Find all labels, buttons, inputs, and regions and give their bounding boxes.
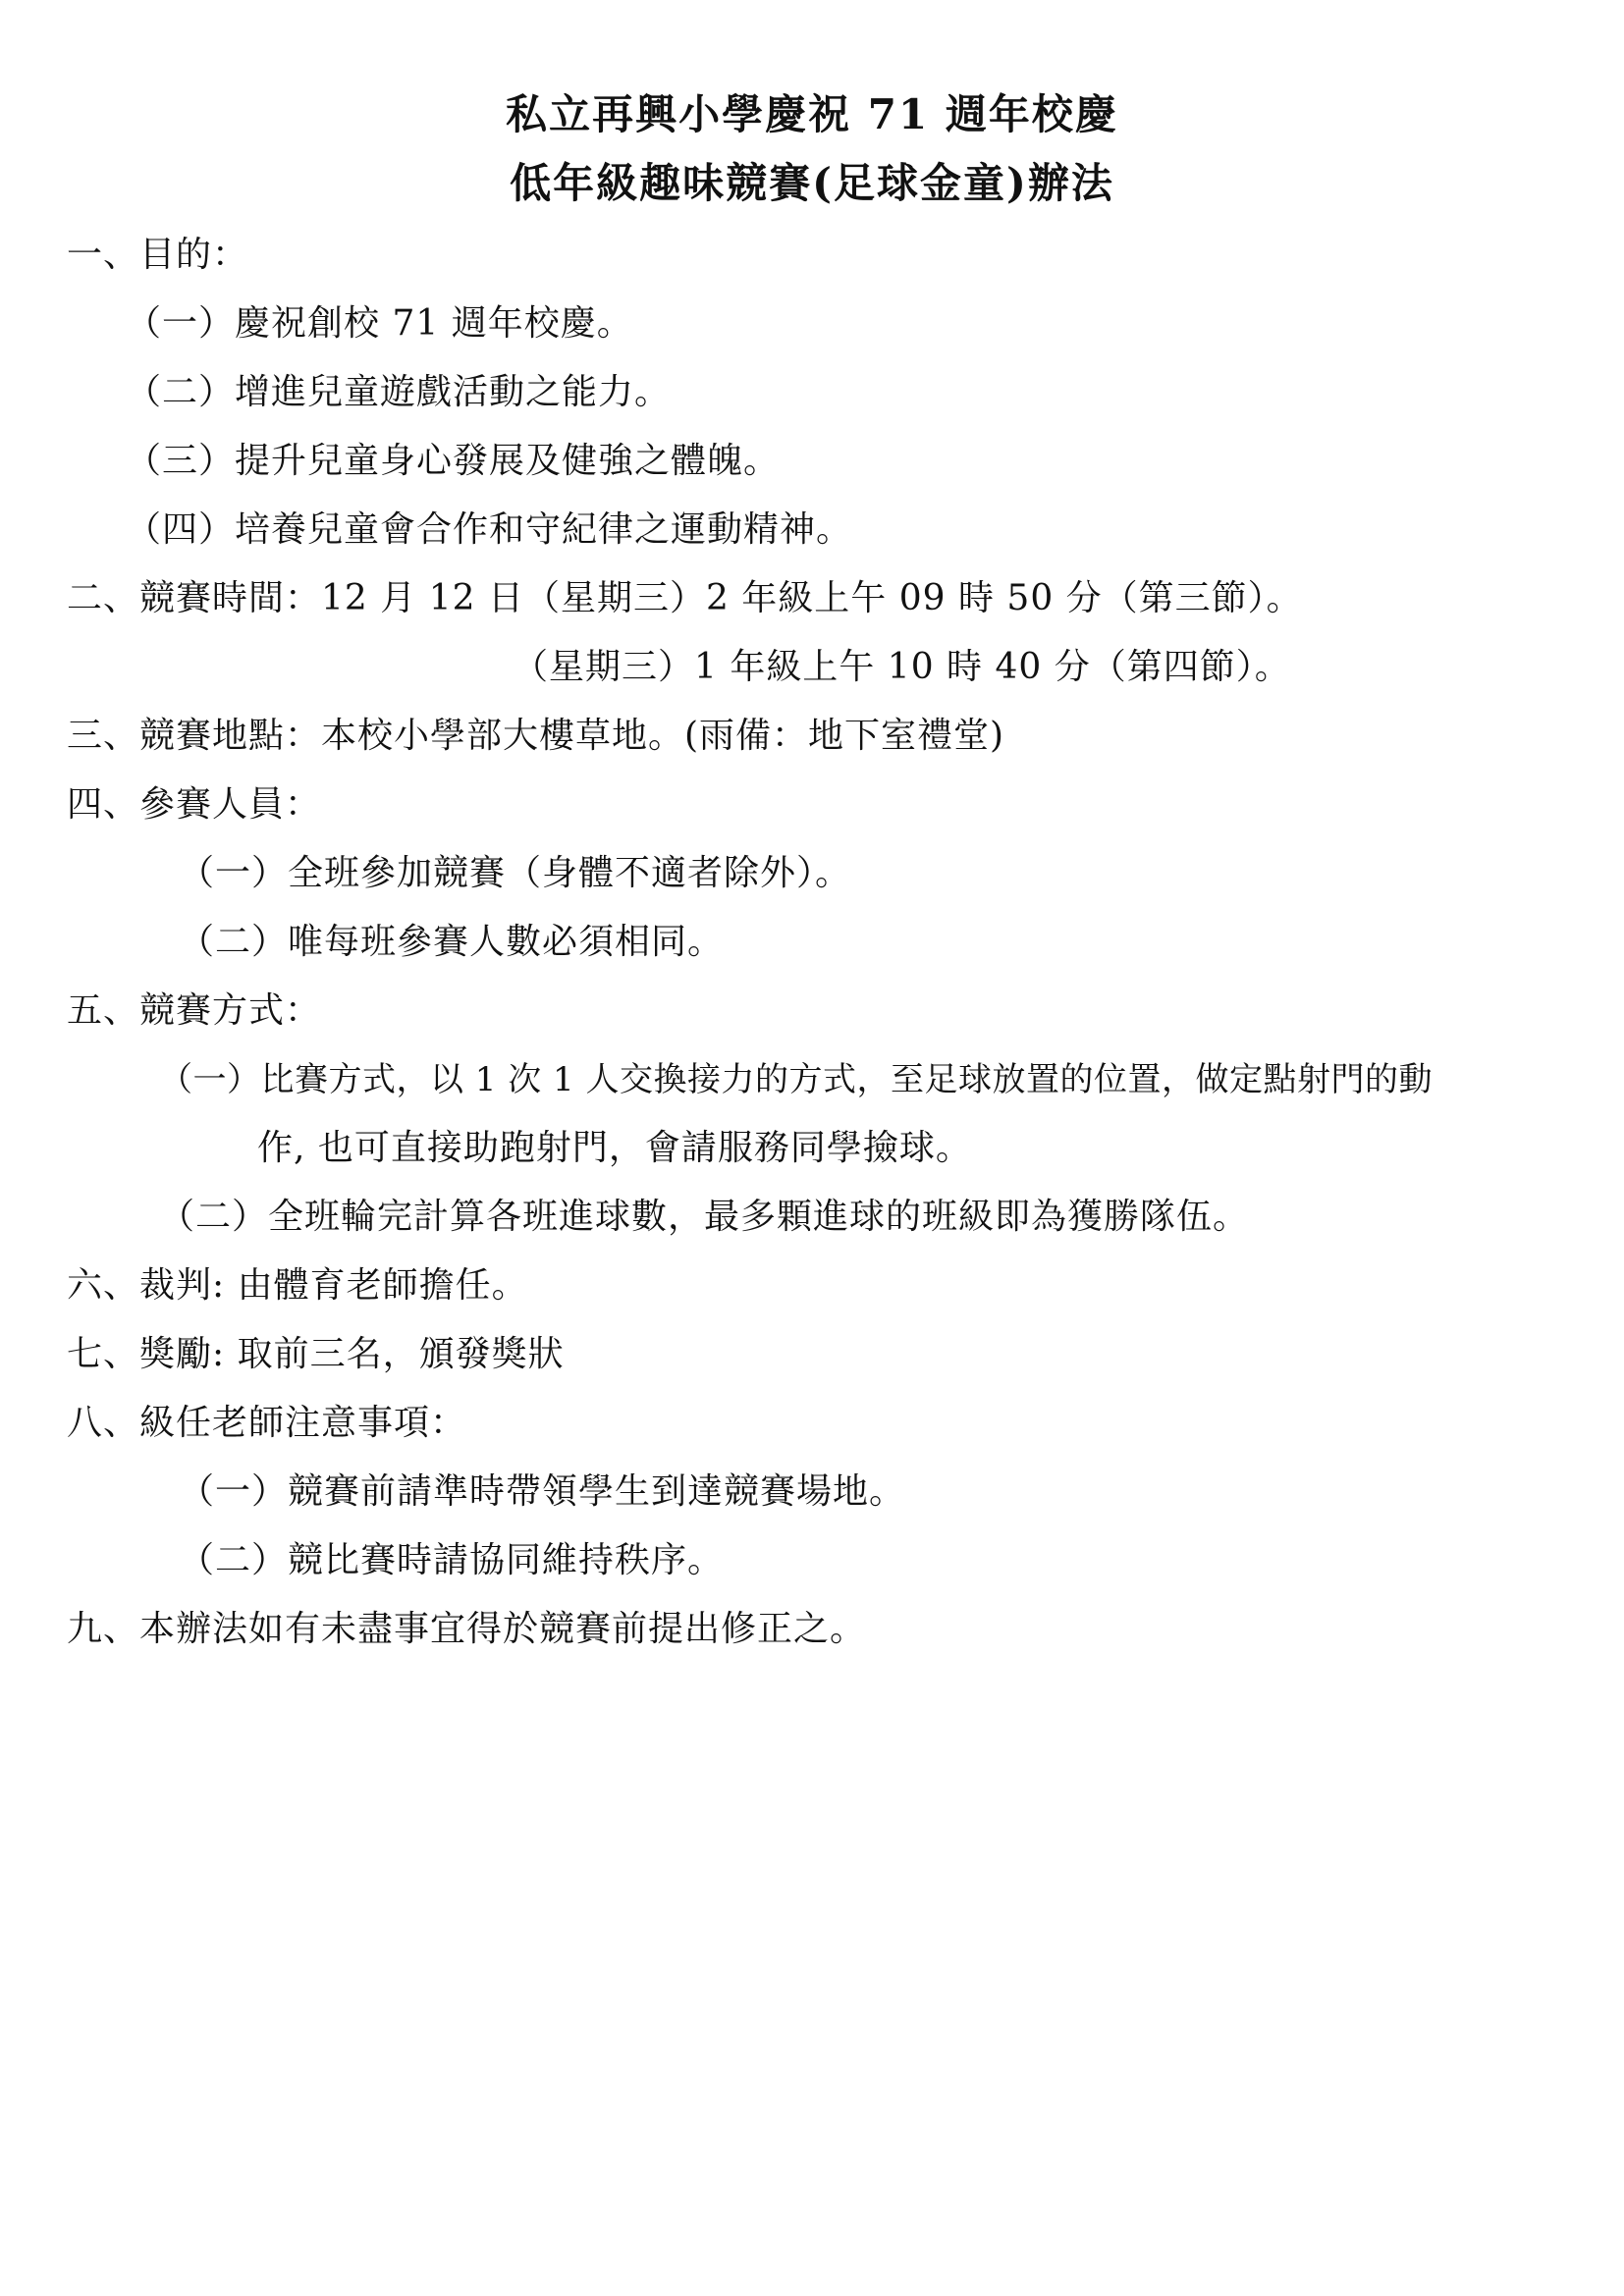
section-5-item-1-line-2: 作, 也可直接助跑射門，會請服務同學撿球。: [257, 1128, 972, 1168]
section-8-item-1: （一）競賽前請準時帶領學生到達競賽場地。: [179, 1471, 906, 1512]
document-title-line-2: 低年級趣味競賽(足球金童)辦法: [510, 159, 1114, 207]
section-1-item-2: （二）增進兒童遊戲活動之能力。: [126, 372, 672, 412]
section-1-heading: 一、目的：: [67, 235, 249, 275]
section-2-continuation: （星期三）1 年級上午 10 時 40 分（第四節）。: [513, 647, 1291, 687]
section-1-item-4: （四）培養兒童會合作和守紀律之運動精神。: [126, 509, 853, 550]
section-9-heading: 九、本辦法如有未盡事宜得於競賽前提出修正之。: [67, 1609, 867, 1649]
section-6-heading: 六、裁判: 由體育老師擔任。: [67, 1265, 528, 1306]
document-title-line-1: 私立再興小學慶祝 71 週年校慶: [506, 90, 1118, 138]
section-8-item-2: （二）競比賽時請協同維持秩序。: [179, 1540, 725, 1580]
section-5-item-1-line-1: （一）比賽方式，以 1 次 1 人交換接力的方式，至足球放置的位置，做定點射門的動: [159, 1060, 1433, 1099]
section-4-item-1: （一）全班參加競賽（身體不適者除外）。: [179, 853, 852, 893]
section-1-item-3: （三）提升兒童身心發展及健強之體魄。: [126, 441, 781, 481]
section-5-heading: 五、競賽方式：: [67, 990, 322, 1031]
section-8-heading: 八、級任老師注意事項：: [67, 1403, 467, 1443]
section-1-item-1: （一）慶祝創校 71 週年校慶。: [126, 303, 633, 344]
section-4-item-2: （二）唯每班參賽人數必須相同。: [179, 922, 725, 962]
section-2-heading: 二、競賽時間：12 月 12 日（星期三）2 年級上午 09 時 50 分（第三節）。: [67, 578, 1303, 618]
section-4-heading: 四、參賽人員：: [67, 784, 322, 825]
section-5-item-2: （二）全班輪完計算各班進球數，最多顆進球的班級即為獲勝隊伍。: [159, 1197, 1250, 1237]
section-3-heading: 三、競賽地點：本校小學部大樓草地。(雨備：地下室禮堂): [67, 716, 1005, 756]
section-7-heading: 七、獎勵: 取前三名，頒發獎狀: [67, 1334, 565, 1374]
